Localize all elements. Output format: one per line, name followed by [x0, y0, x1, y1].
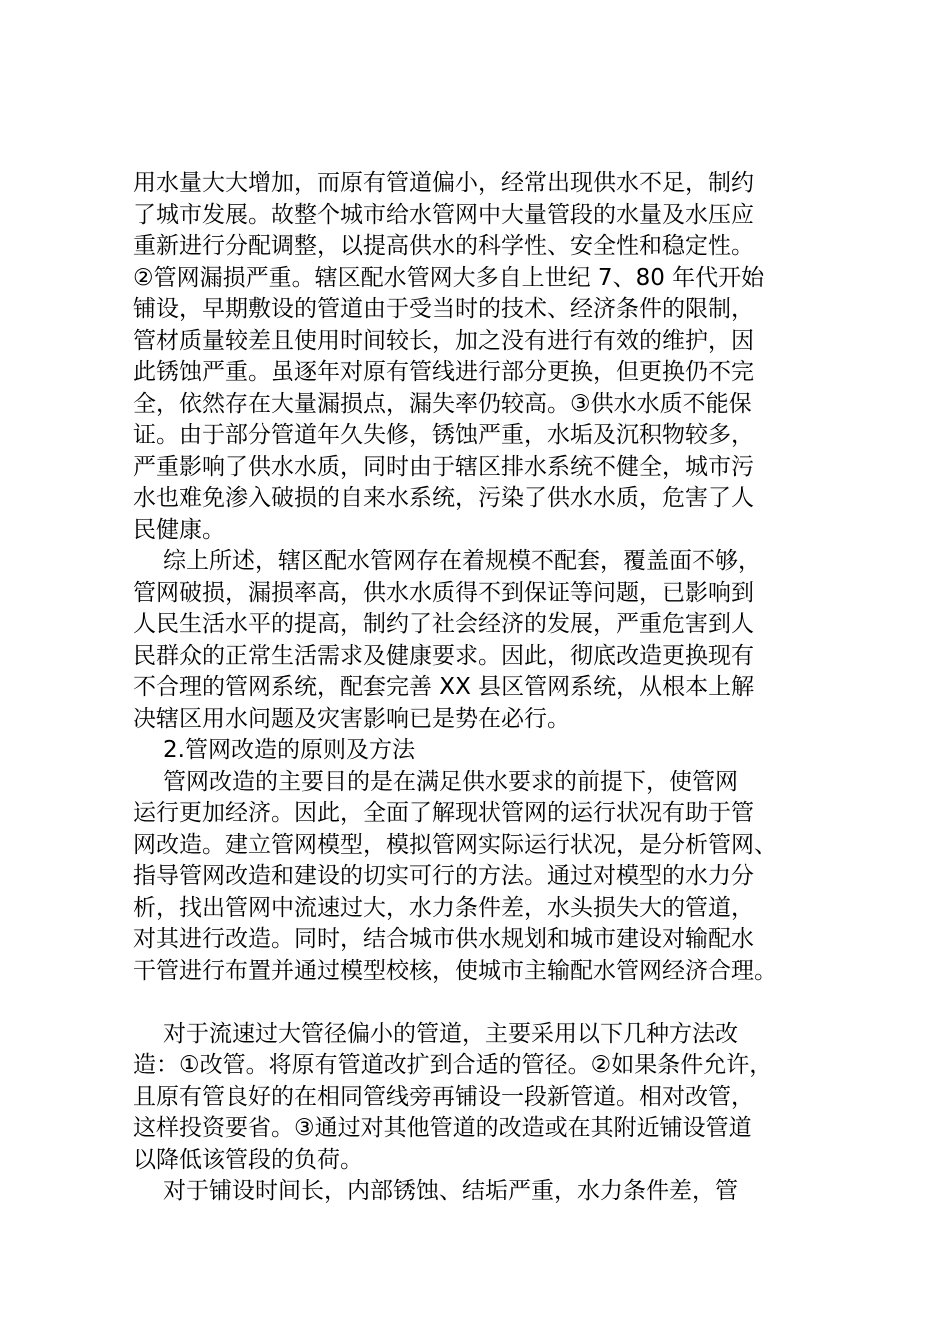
- text-line: 对于流速过大管径偏小的管道，主要采用以下几种方法改: [163, 1020, 738, 1047]
- text-line: 运行更加经济。因此，全面了解现状管网的运行状况有助于管: [133, 800, 754, 826]
- text-line: 决辖区用水问题及灾害影响已是势在必行。: [133, 705, 570, 732]
- text-line: 不合理的管网系统，配套完善 XX 县区管网系统，从根本上解: [133, 674, 755, 700]
- text-line: 对于铺设时间长，内部锈蚀、结垢严重，水力条件差，管: [163, 1178, 738, 1204]
- text-line: 综上所述，辖区配水管网存在着规模不配套，覆盖面不够，: [163, 548, 761, 574]
- text-line: 民群众的正常生活需求及健康要求。因此，彻底改造更换现有: [133, 642, 754, 669]
- text-line: 铺设，早期敷设的管道由于受当时的技术、经济条件的限制，: [133, 296, 754, 322]
- text-line: 且原有管良好的在相同管线旁再铺设一段新管道。相对改管，: [133, 1083, 754, 1110]
- text-line: 以降低该管段的负荷。: [133, 1146, 363, 1173]
- text-line: 管网破损，漏损率高，供水水质得不到保证等问题，已影响到: [133, 579, 754, 606]
- text-line: 水也难免渗入破损的自来水系统，污染了供水水质，危害了人: [133, 485, 754, 511]
- text-line: 对其进行改造。同时，结合城市供水规划和城市建设对输配水: [133, 926, 754, 952]
- blank-line: [133, 987, 839, 1019]
- text-line: ②管网漏损严重。辖区配水管网大多自上世纪 7、80 年代开始: [133, 264, 765, 291]
- text-line: 管网改造的主要目的是在满足供水要求的前提下，使管网: [163, 768, 738, 795]
- text-line: 用水量大大增加，而原有管道偏小，经常出现供水不足，制约: [133, 170, 754, 196]
- section-heading: 2.管网改造的原则及方法: [163, 737, 415, 763]
- text-line: 全，依然存在大量漏损点，漏失率仍较高。③供水水质不能保: [133, 390, 752, 417]
- text-line: 干管进行布置并通过模型校核，使城市主输配水管网经济合理。: [133, 957, 777, 984]
- text-line: 严重影响了供水水质，同时由于辖区排水系统不健全，城市污: [133, 453, 754, 480]
- text-line: 这样投资要省。③通过对其他管道的改造或在其附近铺设管道: [133, 1115, 752, 1141]
- text-line: 网改造。建立管网模型，模拟管网实际运行状况，是分析管网、: [133, 831, 777, 858]
- text-line: 指导管网改造和建设的切实可行的方法。通过对模型的水力分: [133, 863, 754, 889]
- text-line: 人民生活水平的提高，制约了社会经济的发展，严重危害到人: [133, 611, 754, 637]
- text-line: 造：①改管。将原有管道改扩到合适的管径。②如果条件允许，: [133, 1052, 773, 1078]
- text-line: 证。由于部分管道年久失修，锈蚀严重，水垢及沉积物较多，: [133, 422, 754, 448]
- text-line: 了城市发展。故整个城市给水管网中大量管段的水量及水压应: [133, 201, 754, 228]
- text-line: 管材质量较差且使用时间较长，加之没有进行有效的维护，因: [133, 327, 754, 354]
- body-text: [133, 168, 839, 1208]
- text-line: 民健康。: [133, 516, 225, 543]
- text-line: 重新进行分配调整，以提高供水的科学性、安全性和稳定性。: [133, 233, 754, 259]
- text-line: 析，找出管网中流速过大，水力条件差，水头损失大的管道，: [133, 894, 754, 921]
- text-line: 此锈蚀严重。虽逐年对原有管线进行部分更换，但更换仍不完: [133, 359, 754, 385]
